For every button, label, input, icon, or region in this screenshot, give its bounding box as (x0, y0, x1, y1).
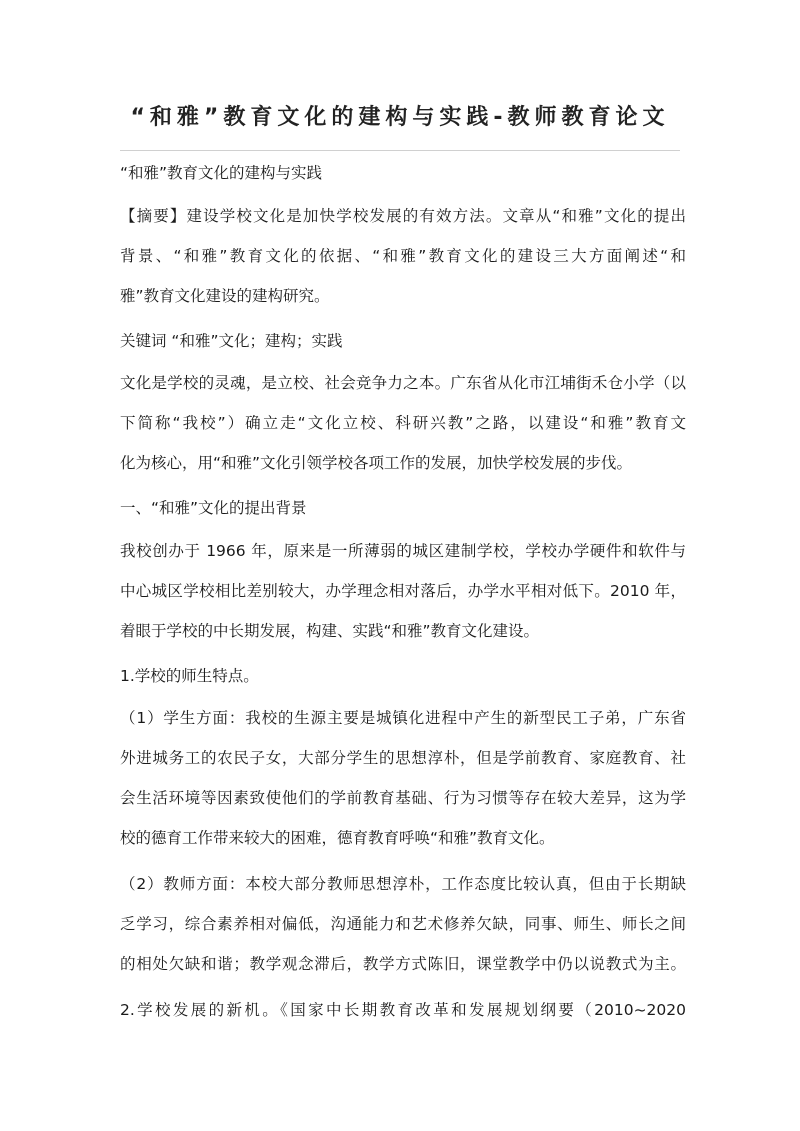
teachers-paragraph (120, 864, 686, 984)
abstract-line-1: 【摘要】建设学校文化是加快学校发展的有效方法。文章从“和雅”文化的提出 (120, 207, 686, 225)
subtitle-line: “和雅”教育文化的建构与实践 (120, 164, 323, 182)
section-1-line-1: 我校创办于 1966 年，原来是一所薄弱的城区建制学校，学校办学硬件和软件与 (120, 542, 686, 560)
article-subtitle (120, 153, 686, 193)
point-2-paragraph (120, 990, 686, 1030)
keywords-paragraph (120, 321, 686, 361)
title-divider (120, 150, 680, 151)
students-line-2: 外进城务工的农民子女，大部分学生的思想淳朴，但是学前教育、家庭教育、社 (120, 749, 686, 767)
point-2-line: 2.学校发展的新机。《国家中长期教育改革和发展规划纲要（2010~2020 (120, 1001, 686, 1019)
section-1-paragraph (120, 531, 686, 651)
section-1-heading (120, 488, 686, 528)
point-1-heading (120, 656, 686, 696)
intro-line-2: 下简称“我校”）确立走“文化立校、科研兴教”之路，以建设“和雅”教育文 (120, 414, 686, 432)
teachers-line-1: （2）教师方面：本校大部分教师思想淳朴，工作态度比较认真，但由于长期缺 (120, 875, 686, 893)
keywords-line: 关键词 “和雅”文化；建构；实践 (120, 332, 343, 350)
intro-line-3: 化为核心，用“和雅”文化引领学校各项工作的发展，加快学校发展的步伐。 (120, 454, 633, 472)
students-line-4: 校的德育工作带来较大的困难，德育教育呼唤“和雅”教育文化。 (120, 829, 555, 847)
students-line-1: （1）学生方面：我校的生源主要是城镇化进程中产生的新型民工子弟，广东省 (120, 709, 686, 727)
intro-line-1: 文化是学校的灵魂，是立校、社会竞争力之本。广东省从化市江埔街禾仓小学（以 (120, 374, 686, 392)
abstract-line-3: 雅”教育文化建设的建构研究。 (120, 287, 330, 305)
section-1-line-2: 中心城区学校相比差别较大，办学理念相对落后，办学水平相对低下。2010 年， (120, 582, 686, 600)
section-1-line-3: 着眼于学校的中长期发展，构建、实践“和雅”教育文化建设。 (120, 622, 540, 640)
teachers-line-2: 乏学习，综合素养相对偏低，沟通能力和艺术修养欠缺，同事、师生、师长之间 (120, 915, 686, 933)
abstract-paragraph (120, 196, 686, 316)
document-title: “和雅”教育文化的建构与实践-教师教育论文 (130, 105, 670, 130)
students-paragraph (120, 698, 686, 858)
point-1-heading-line: 1.学校的师生特点。 (120, 667, 259, 685)
students-line-3: 会生活环境等因素致使他们的学前教育基础、行为习惯等存在较大差异，这为学 (120, 789, 686, 807)
abstract-line-2: 背景、“和雅”教育文化的依据、“和雅”教育文化的建设三大方面阐述“和 (120, 247, 686, 265)
teachers-line-3: 的相处欠缺和谐；教学观念滞后，教学方式陈旧，课堂教学中仍以说教式为主。 (120, 955, 686, 973)
intro-paragraph (120, 363, 686, 483)
section-1-heading-line: 一、“和雅”文化的提出背景 (120, 499, 307, 517)
